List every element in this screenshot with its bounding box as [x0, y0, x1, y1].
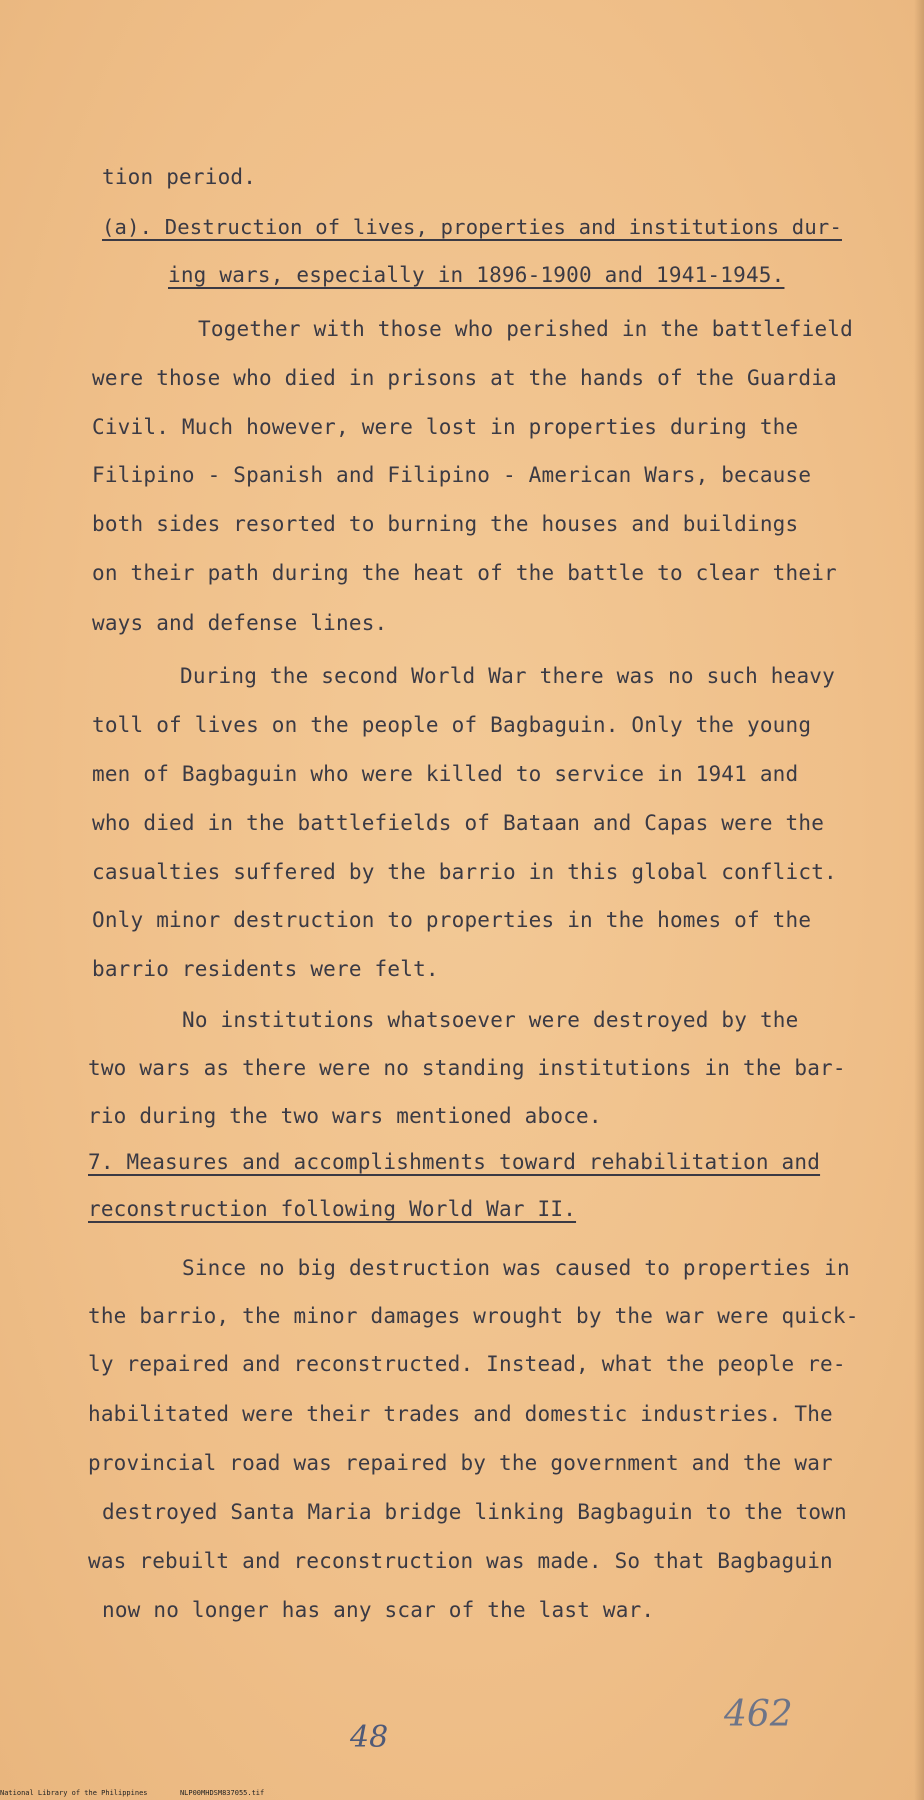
text-line: provincial road was repaired by the government and the war [88, 1451, 833, 1475]
text-line: tion period. [102, 165, 257, 189]
text-line: men of Bagbaguin who were killed to service in 1941 and [92, 762, 799, 786]
handwritten-number: 462 [724, 1694, 793, 1735]
text-line: Filipino - Spanish and Filipino - American Wars, because [92, 463, 812, 487]
text-line: two wars as there were no standing institutions in the bar- [88, 1056, 846, 1080]
text-line: on their path during the heat of the battle to clear their [92, 561, 837, 585]
text-line: No institutions whatsoever were destroyed by the [182, 1008, 799, 1032]
section-heading-line: 7. Measures and accomplishments toward rehabilitation and [88, 1150, 821, 1174]
text-line: toll of lives on the people of Bagbaguin. Only the young [92, 713, 812, 737]
text-line: were those who died in prisons at the hands of the Guardia [92, 366, 837, 390]
section-heading-line: reconstruction following World War II. [88, 1197, 577, 1221]
text-line: casualties suffered by the barrio in this global conflict. [92, 860, 837, 884]
page-number: 48 [350, 1720, 389, 1755]
text-line: now no longer has any scar of the last war. [102, 1598, 655, 1622]
text-line: ly repaired and reconstructed. Instead, what the people re- [88, 1352, 846, 1376]
text-line: Together with those who perished in the battlefield [198, 317, 853, 341]
text-line: ways and defense lines. [92, 611, 388, 635]
text-line: the barrio, the minor damages wrought by the war were quick- [88, 1304, 859, 1328]
text-line: was rebuilt and reconstruction was made. So that Bagbaguin [88, 1549, 833, 1573]
section-heading-line: ing wars, especially in 1896-1900 and 1941-1945. [168, 263, 785, 287]
text-line: destroyed Santa Maria bridge linking Bagbaguin to the town [102, 1500, 847, 1524]
text-line: both sides resorted to burning the houses and buildings [92, 512, 799, 536]
text-line: rio during the two wars mentioned aboce. [88, 1104, 602, 1128]
section-heading-line: (a). Destruction of lives, properties and institutions dur- [102, 215, 842, 239]
text-line: habilitated were their trades and domestic industries. The [88, 1402, 833, 1426]
text-line: Since no big destruction was caused to properties in [182, 1256, 850, 1280]
text-line: During the second World War there was no such heavy [180, 664, 835, 688]
footer-source: National Library of the Philippines [0, 1789, 148, 1797]
text-line: Civil. Much however, were lost in properties during the [92, 415, 799, 439]
text-line: who died in the battlefields of Bataan and Capas were the [92, 811, 825, 835]
page-edge-shadow [914, 0, 924, 1800]
text-line: barrio residents were felt. [92, 957, 439, 981]
text-line: Only minor destruction to properties in the homes of the [92, 908, 812, 932]
footer-filename: NLP00MHDSM837055.tif [179, 1789, 265, 1797]
footer [0, 1789, 264, 1797]
